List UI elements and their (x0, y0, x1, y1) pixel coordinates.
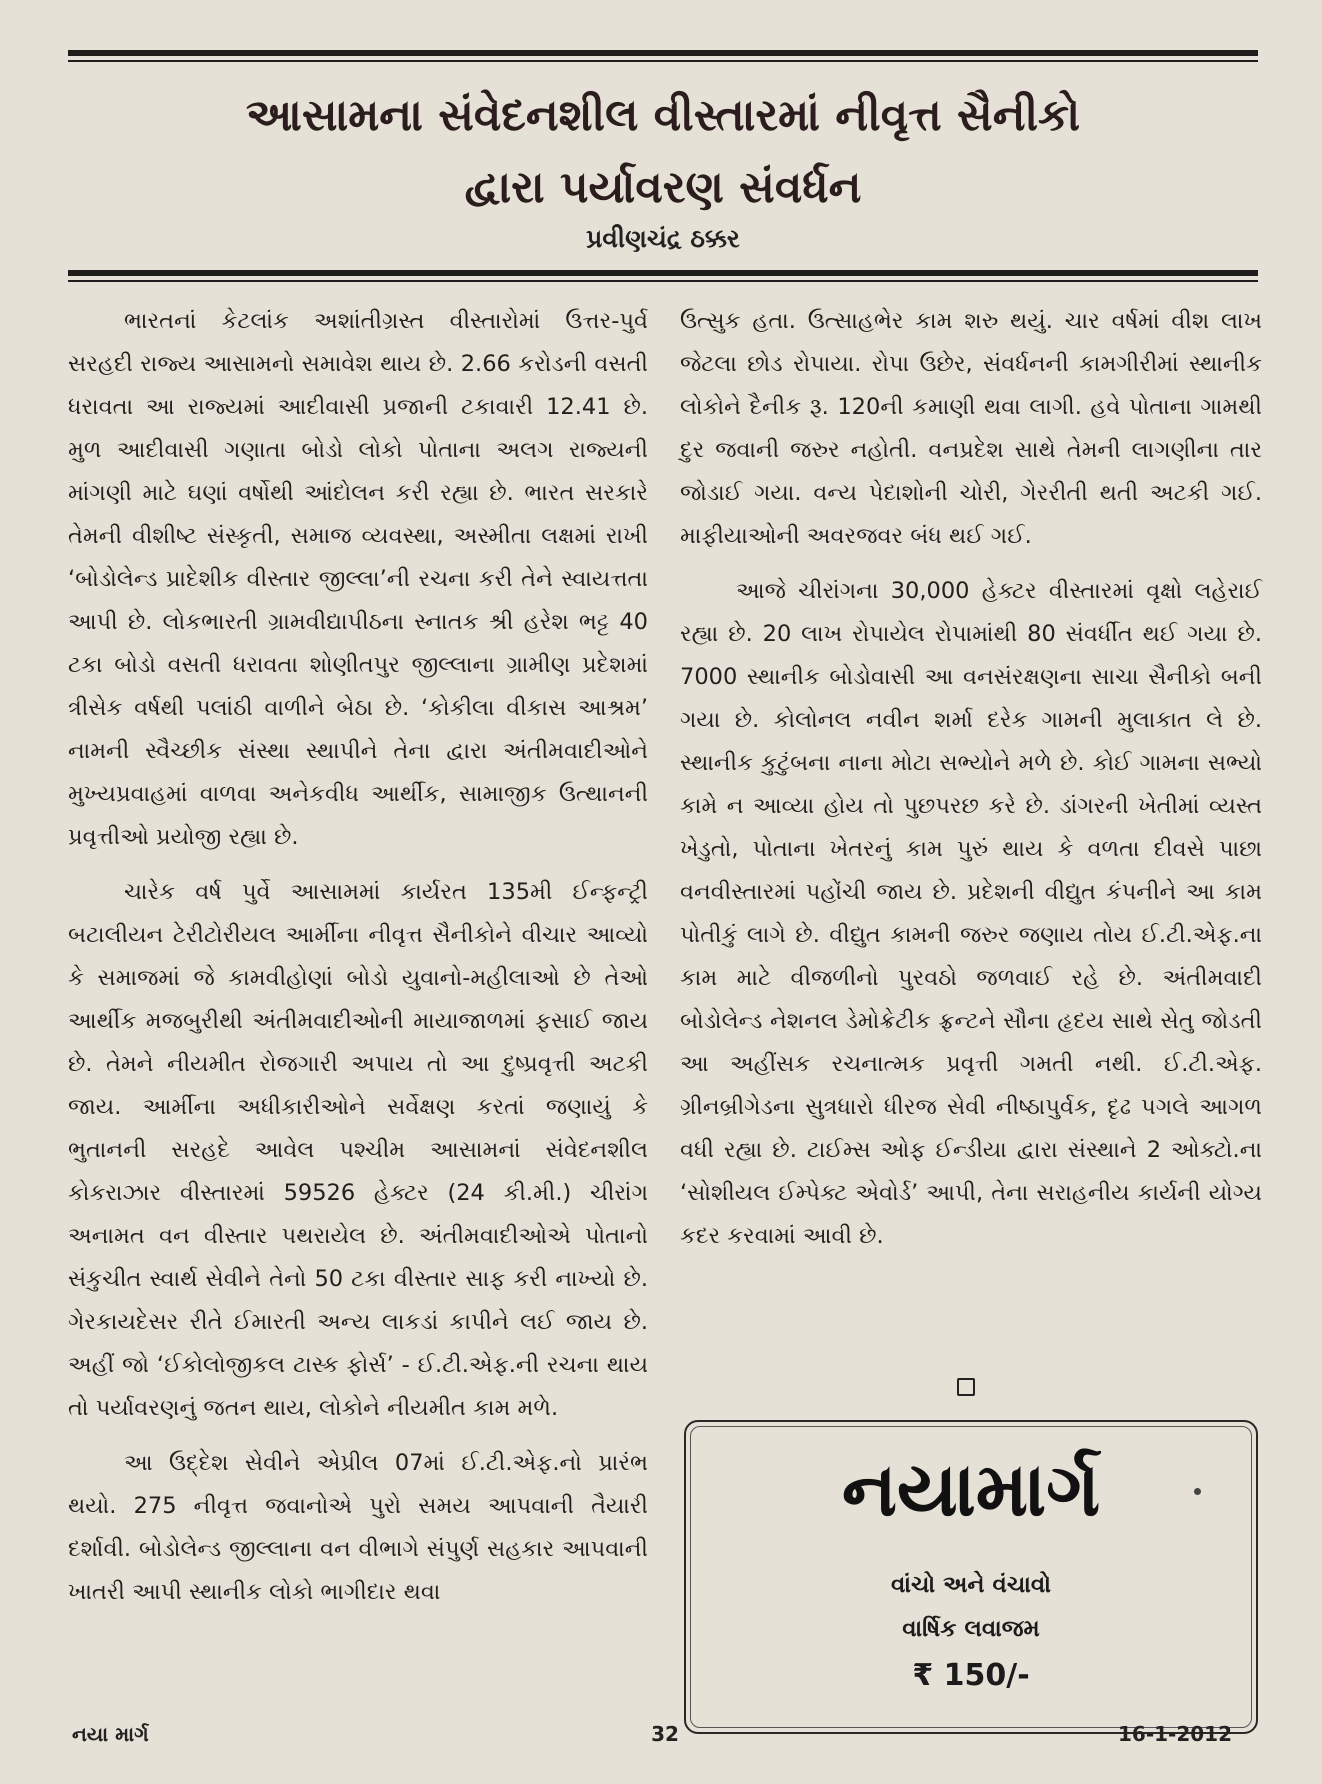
top-rule-thin (68, 60, 1258, 62)
paragraph: આ ઉદ્દેશ સેવીને એપ્રીલ 07માં ઈ.ટી.એફ.નો પ્રારંભ થયો. 275 નીવૃત્ત જવાનોએ પુરો સમય આપવાની તૈયારી દર્શાવી. બોડોલેન્ડ જીલ્લાના વન વીભાગે સંપુર્ણ સહકાર આપવાની ખાતરી આપી સ્થાનીક લોકો ભાગીદાર થવા (68, 1450, 648, 1605)
ad-dot-icon (1194, 1488, 1201, 1495)
paragraph: ઉત્સુક હતા. ઉત્સાહભેર કામ શરુ થયું. ચાર વર્ષમાં વીશ લાખ જેટલા છોડ રોપાયા. રોપા ઉછેર, સંવર્ધનની કામગીરીમાં સ્થાનીક લોકોને દૈનીક રૂ. 120ની કમાણી થવા લાગી. હવે પોતાના ગામથી દુર જવાની જરુર નહોતી. વનપ્રદેશ સાથે તેમની લાગણીના તાર જોડાઈ ગયા. વન્ય પેદાશોની ચોરી, ગેરરીતી થતી અટકી ગઈ. માફીયાઓની અવરજવર બંધ થઈ ગઈ. (680, 308, 1262, 549)
header-rule-thick (68, 270, 1258, 276)
article-author: પ્રવીણચંદ્ર ઠક્કર (586, 224, 740, 253)
ad-tagline: વાંચો અને વંચાવો (891, 1572, 1051, 1598)
ad-magazine-name: નયામાર્ગ (841, 1447, 1101, 1533)
paragraph: આજે ચીરાંગના 30,000 હેક્ટર વીસ્તારમાં વૃક્ષો લહેરાઈ રહ્યા છે. 20 લાખ રોપાયેલ રોપામાંથી 80 સંવર્ધીત થઈ ગયા છે. 7000 સ્થાનીક બોડોવાસી આ વનસંરક્ષણના સાચા સૈનીકો બની ગયા છે. કોલોનલ નવીન શર્મા દરેક ગામની મુલાકાત લે છે. સ્થાનીક કુટુંબના નાના મોટા સભ્યોને મળે છે. કોઈ ગામના સભ્યો કામે ન આવ્યા હોય તો પુછપરછ કરે છે. ડાંગરની ખેતીમાં વ્યસ્ત ખેડુતો, પોતાના ખેતરનું કામ પુરું થાય કે વળતા દીવસે પાછા વનવીસ્તારમાં પહોંચી જાય છે. પ્રદેશની વીદ્યુત કંપનીને આ કામ પોતીકું લાગે છે. વીદ્યુત કામની જરુર જણાય તોય ઈ.ટી.એફ.ના કામ માટે વીજળીનો પુરવઠો જળવાઈ રહે છે. અંતીમવાદી બોડોલેન્ડ નેશનલ ડેમોક્રેટીક ફ્રન્ટને સૌના હૃદય સાથે સેતુ જોડતી આ અહીંસક રચનાત્મક પ્રવૃત્તી ગમતી નથી. ઈ.ટી.એફ. ગ્રીનબ્રીગેડના સુત્રધારો ધીરજ સેવી નીષ્ઠાપુર્વક, દૃઢ પગલે આગળ વધી રહ્યા છે. ટાઈમ્સ ઓફ ઈન્ડીયા દ્વારા સંસ્થાને 2 ઓક્ટો.ના ‘સોશીયલ ઈમ્પેક્ટ એવોર્ડ’ આપી, તેના સરાહનીય કાર્યની યોગ્ય કદર કરવામાં આવી છે. (680, 578, 1262, 1249)
footer-date: 16-1-2012 (1118, 1722, 1233, 1746)
footer-page-number: 32 (651, 1722, 679, 1746)
paragraph: ભારતનાં કેટલાંક અશાંતીગ્રસ્ત વીસ્તારોમાં ઉત્તર-પુર્વ સરહદી રાજ્ય આસામનો સમાવેશ થાય છે. 2.66 કરોડની વસતી ધરાવતા આ રાજ્યમાં આદીવાસી પ્રજાની ટકાવારી 12.41 છે. મુળ આદીવાસી ગણાતા બોડો લોકો પોતાના અલગ રાજ્યની માંગણી માટે ઘણાં વર્ષોથી આંદોલન કરી રહ્યા છે. ભારત સરકારે તેમની વીશીષ્ટ સંસ્કૃતી, સમાજ વ્યવસ્થા, અસ્મીતા લક્ષમાં રાખી ‘બોડોલેન્ડ પ્રાદેશીક વીસ્તાર જીલ્લા’ની રચના કરી તેને સ્વાયત્તતા આપી છે. લોકભારતી ગ્રામવીદ્યાપીઠના સ્નાતક શ્રી હરેશ ભટ્ટ 40 ટકા બોડો વસતી ધરાવતા શોણીતપુર જીલ્લાના ગ્રામીણ પ્રદેશમાં ત્રીસેક વર્ષથી પલાંઠી વાળીને બેઠા છે. ‘કોકીલા વીકાસ આશ્રમ’ નામની સ્વૈચ્છીક સંસ્થા સ્થાપીને તેના દ્વારા અંતીમવાદીઓને મુખ્યપ્રવાહમાં વાળવા અનેકવીધ આર્થીક, સામાજીક ઉત્થાનની પ્રવૃત્તીઓ પ્રયોજી રહ્યા છે. (68, 308, 648, 850)
header-rule-thin (68, 280, 1258, 282)
article-column-right (680, 300, 1262, 1258)
ad-subscription-label: વાર્ષિક લવાજમ (902, 1616, 1040, 1642)
ad-price: ₹ 150/- (912, 1658, 1030, 1693)
top-rule-thick (68, 50, 1258, 56)
article-title-line2: દ્વારા પર્યાવરણ સંવર્ધન (464, 162, 862, 213)
paragraph: ચારેક વર્ષ પુર્વે આસામમાં કાર્યરત 135મી ઈન્ફન્ટ્રી બટાલીયન ટેરીટોરીયલ આર્મીના નીવૃત્ત સૈનીકોને વીચાર આવ્યો કે સમાજમાં જે કામવીહોણાં બોડો યુવાનો-મહીલાઓ છે તેઓ આર્થીક મજબુરીથી અંતીમવાદીઓની માયાજાળમાં ફસાઈ જાય છે. તેમને નીયમીત રોજગારી અપાય તો આ દુષ્પ્રવૃત્તી અટકી જાય. આર્મીના અધીકારીઓને સર્વેક્ષણ કરતાં જણાયું કે ભુતાનની સરહદે આવેલ પશ્ચીમ આસામનાં સંવેદનશીલ કોકરાઝાર વીસ્તારમાં 59526 હેક્ટર (24 કી.મી.) ચીરાંગ અનામત વન વીસ્તાર પથરાયેલ છે. અંતીમવાદીઓએ પોતાનો સંકુચીત સ્વાર્થ સેવીને તેનો 50 ટકા વીસ્તાર સાફ કરી નાખ્યો છે. ગેરકાયદેસર રીતે ઈમારતી અન્ય લાકડાં કાપીને લઈ જાય છે. અહીં જો ‘ઈકોલોજીકલ ટાસ્ક ફોર્સ’ - ઈ.ટી.એફ.ની રચના થાય તો પર્યાવરણનું જતન થાય, લોકોને નીયમીત કામ મળે. (68, 879, 648, 1421)
article-title-line1: આસામના સંવેદનશીલ વીસ્તારમાં નીવૃત્ત સૈનીકો (245, 90, 1081, 141)
footer-magazine-name: નયા માર્ગ (72, 1722, 149, 1746)
article-end-mark-icon (957, 1378, 975, 1396)
article-column-left (68, 300, 648, 1614)
article-title (68, 80, 1258, 224)
subscription-ad (684, 1420, 1258, 1734)
